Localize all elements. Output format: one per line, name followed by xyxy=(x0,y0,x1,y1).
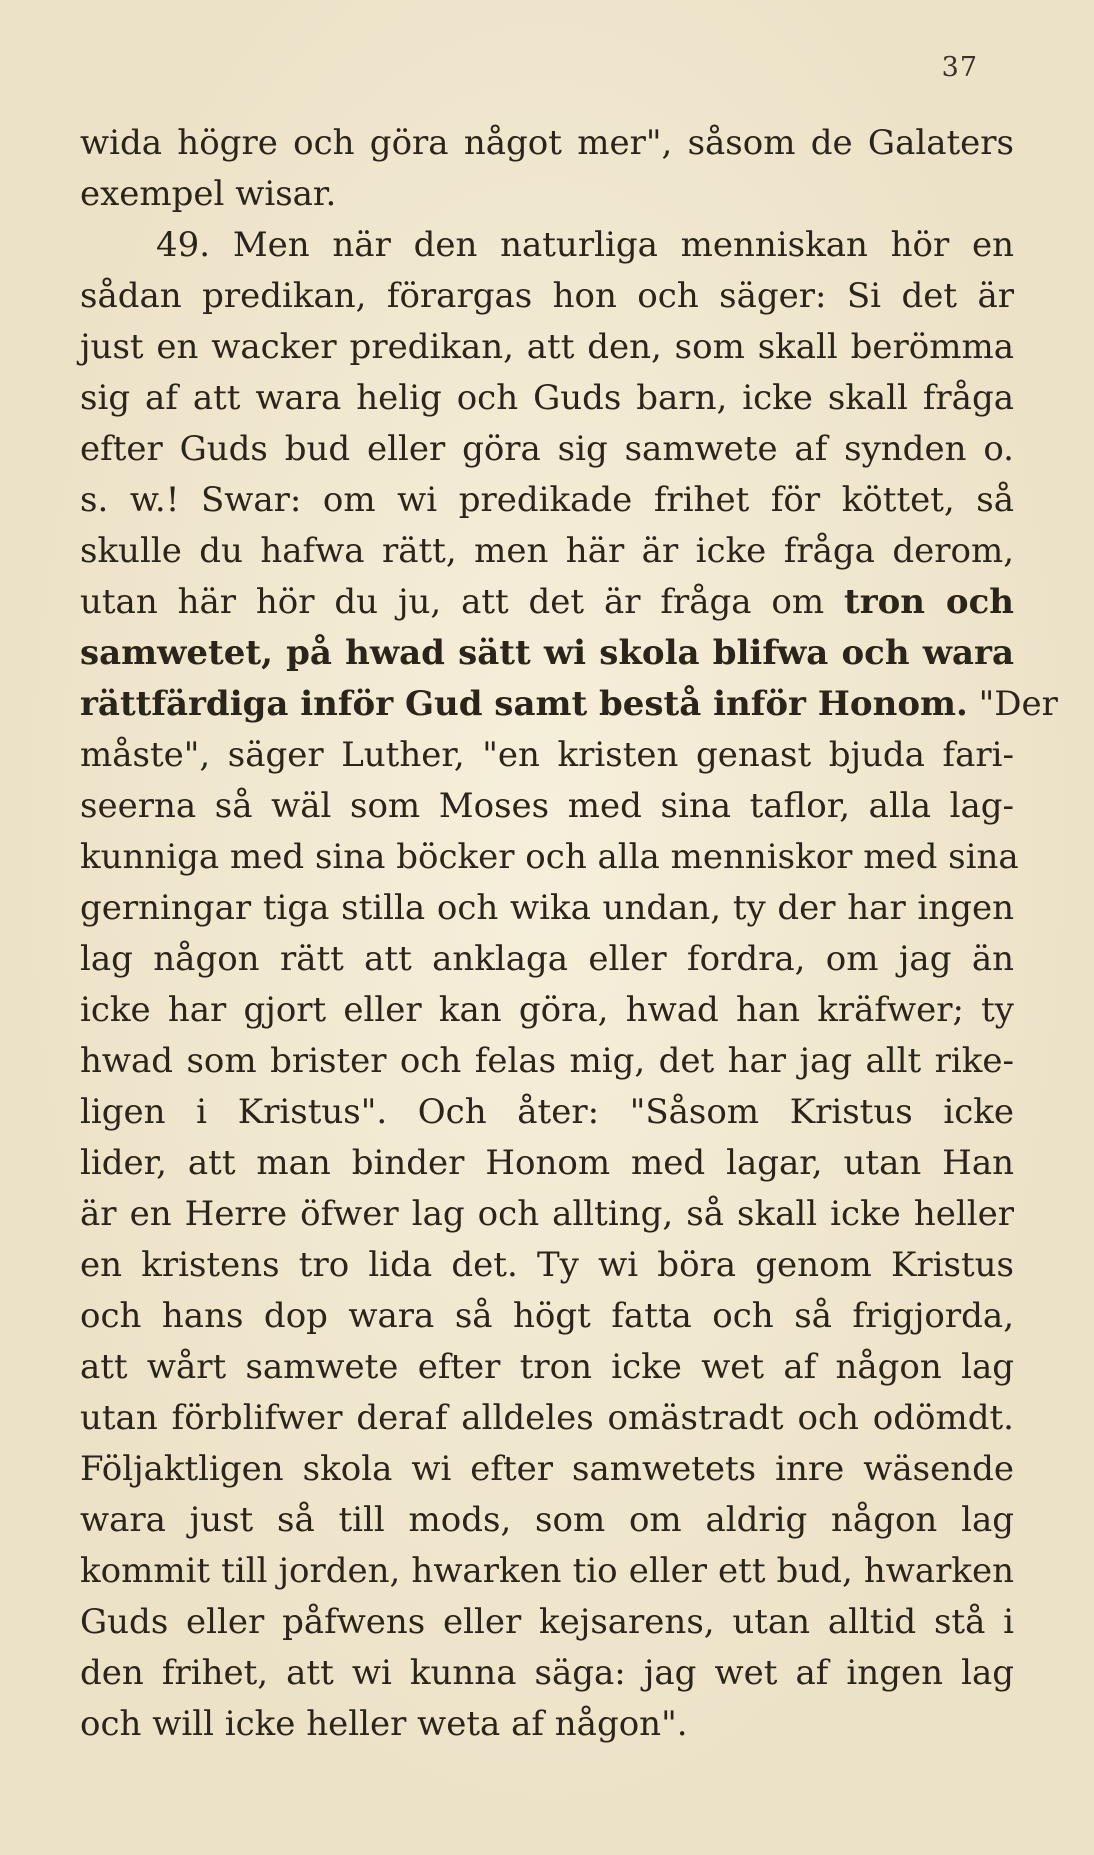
text-line: seerna så wäl som Moses med sina taflor, alla lag- xyxy=(80,786,1014,826)
text-line: lag någon rätt att anklaga eller fordra, om jag än xyxy=(80,939,1014,979)
text-line: den frihet, att wi kunna säga: jag wet af ingen lag xyxy=(80,1653,1014,1693)
text-line-emphasis: samwetet, på hwad sätt wi skola blifwa och wara xyxy=(80,633,1014,673)
text-line: exempel wisar. xyxy=(80,174,337,214)
text-line: Följaktligen skola wi efter samwetets inre wäsende xyxy=(80,1449,1014,1489)
text-line: sådan predikan, förargas hon och säger: Si det är xyxy=(80,276,1014,316)
text-line: sig af att wara helig och Guds barn, icke skall fråga xyxy=(80,378,1014,418)
text-line: wida högre och göra något mer", såsom de Galaters xyxy=(80,123,1014,163)
text-line: och hans dop wara så högt fatta och så frigjorda, xyxy=(80,1296,1014,1336)
emphasis-run: rättfärdiga inför Gud samt bestå inför Honom. xyxy=(80,684,968,724)
text-line: hwad som brister och felas mig, det har jag allt rike- xyxy=(80,1041,1014,1081)
text-line: lider, att man binder Honom med lagar, utan Han xyxy=(80,1143,1014,1183)
emphasis-run: tron och xyxy=(843,582,1015,622)
text-line: kunniga med sina böcker och alla menniskor med sina xyxy=(80,837,1019,877)
page-number: 37 xyxy=(941,52,978,83)
text-line: är en Herre öfwer lag och allting, så skall icke heller xyxy=(80,1194,1014,1234)
text-line: kommit till jorden, hwarken tio eller ett bud, hwarken xyxy=(80,1551,1014,1591)
text-line: att wårt samwete efter tron icke wet af någon lag xyxy=(80,1347,1014,1387)
text-line: wara just så till mods, som om aldrig någon lag xyxy=(80,1500,1014,1540)
body-text xyxy=(80,118,1058,1750)
text-line: s. w.! Swar: om wi predikade frihet för köttet, så xyxy=(80,480,1014,520)
text-line: en kristens tro lida det. Ty wi böra genom Kristus xyxy=(80,1245,1014,1285)
text-line: ligen i Kristus". Och åter: "Såsom Kristus icke xyxy=(80,1092,1014,1132)
text-line-emphasis-end xyxy=(80,679,1058,730)
text-line-final: och will icke heller weta af någon". xyxy=(80,1704,688,1744)
text-line: gerningar tiga stilla och wika undan, ty der har ingen xyxy=(80,888,1014,928)
text-line: måste", säger Luther, "en kristen genast bjuda fari- xyxy=(80,735,1014,775)
text-run: utan här hör du ju, att det är fråga om xyxy=(80,582,844,622)
text-run: "Der xyxy=(967,684,1058,724)
text-line: utan förblifwer deraf alldeles omästradt och odömdt. xyxy=(80,1398,1014,1438)
text-line: just en wacker predikan, att den, som skall berömma xyxy=(80,327,1014,367)
text-line: skulle du hafwa rätt, men här är icke fråga derom, xyxy=(80,531,1014,571)
paragraph-start-line: 49. Men när den naturliga menniskan hör en xyxy=(156,225,1014,265)
text-line: Guds eller påfwens eller kejsarens, utan alltid stå i xyxy=(80,1602,1014,1642)
text-line-emphasis-start xyxy=(80,577,1014,628)
text-line: icke har gjort eller kan göra, hwad han kräfwer; ty xyxy=(80,990,1014,1030)
text-line: efter Guds bud eller göra sig samwete af synden o. xyxy=(80,429,1014,469)
